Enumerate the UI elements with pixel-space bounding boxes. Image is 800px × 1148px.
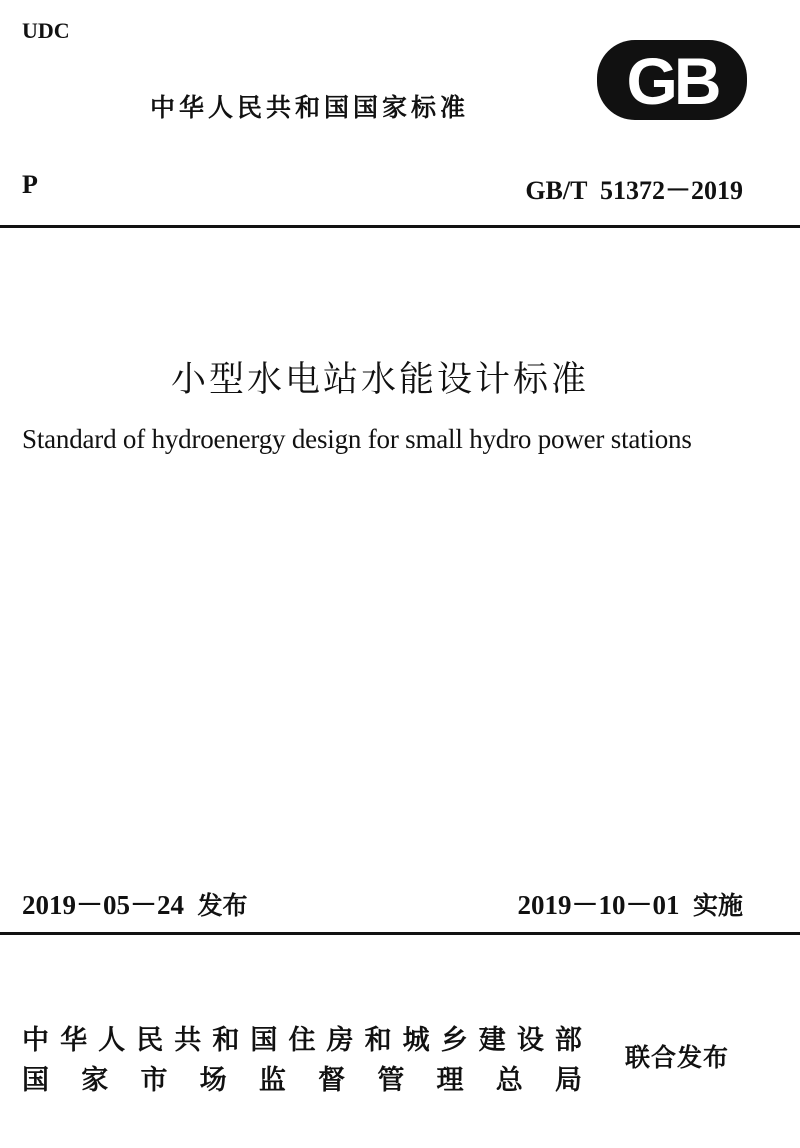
top-divider — [0, 225, 800, 228]
implement-label: 实施 — [692, 891, 743, 920]
issuer-char: 理 — [436, 1065, 464, 1096]
issuer-char: 民 — [136, 1025, 164, 1056]
standard-number: GB/T 51372－2019 — [525, 176, 743, 205]
issuer-char: 房 — [326, 1025, 354, 1056]
gb-logo — [597, 40, 747, 120]
joint-issue-label: 联合发布 — [625, 1043, 730, 1072]
issuer-char: 住 — [288, 1025, 316, 1056]
publish-date-block — [22, 883, 248, 922]
publish-date: 2019－05－24 — [22, 890, 184, 920]
standard-class-title: 中华人民共和国国家标准 — [150, 93, 470, 122]
issuer-char: 和 — [364, 1025, 392, 1056]
issuer-char: 城 — [402, 1025, 430, 1056]
issuer-char: 共 — [174, 1025, 202, 1056]
implement-date-block — [517, 883, 743, 922]
implement-date: 2019－10－01 — [517, 890, 680, 920]
title-english: Standard of hydroenergy design for small hydro power stations — [22, 424, 692, 454]
issuer-char: 人 — [98, 1025, 126, 1056]
issuer-line-1 — [22, 1018, 582, 1057]
issuer-char: 国 — [22, 1065, 49, 1096]
issuer-char: 乡 — [440, 1025, 468, 1056]
issuer-line-2 — [22, 1058, 582, 1097]
publish-label: 发布 — [197, 891, 248, 920]
issuer-char: 总 — [495, 1065, 523, 1096]
issuer-char: 中 — [22, 1025, 49, 1056]
issuer-char: 部 — [554, 1025, 582, 1056]
issuer-char: 监 — [258, 1065, 286, 1096]
bottom-divider — [0, 932, 800, 935]
issuer-char: 华 — [60, 1025, 88, 1056]
issuer-char: 督 — [318, 1065, 346, 1096]
issuer-char: 市 — [140, 1065, 168, 1096]
issuer-char: 管 — [377, 1065, 405, 1096]
issuer-char: 和 — [212, 1025, 240, 1056]
issuer-char: 建 — [478, 1025, 506, 1056]
issuer-char: 场 — [199, 1065, 227, 1096]
title-chinese: 小型水电站水能设计标准 — [170, 360, 589, 400]
issuer-char: 局 — [554, 1065, 582, 1096]
issuer-char: 家 — [81, 1065, 109, 1096]
issuer-char: 设 — [516, 1025, 544, 1056]
category-code: P — [22, 170, 38, 199]
issuer-char: 国 — [250, 1025, 278, 1056]
udc-label: UDC — [22, 18, 70, 43]
gb-logo-graphic — [597, 40, 747, 120]
svg-text:GB: GB — [626, 44, 718, 118]
